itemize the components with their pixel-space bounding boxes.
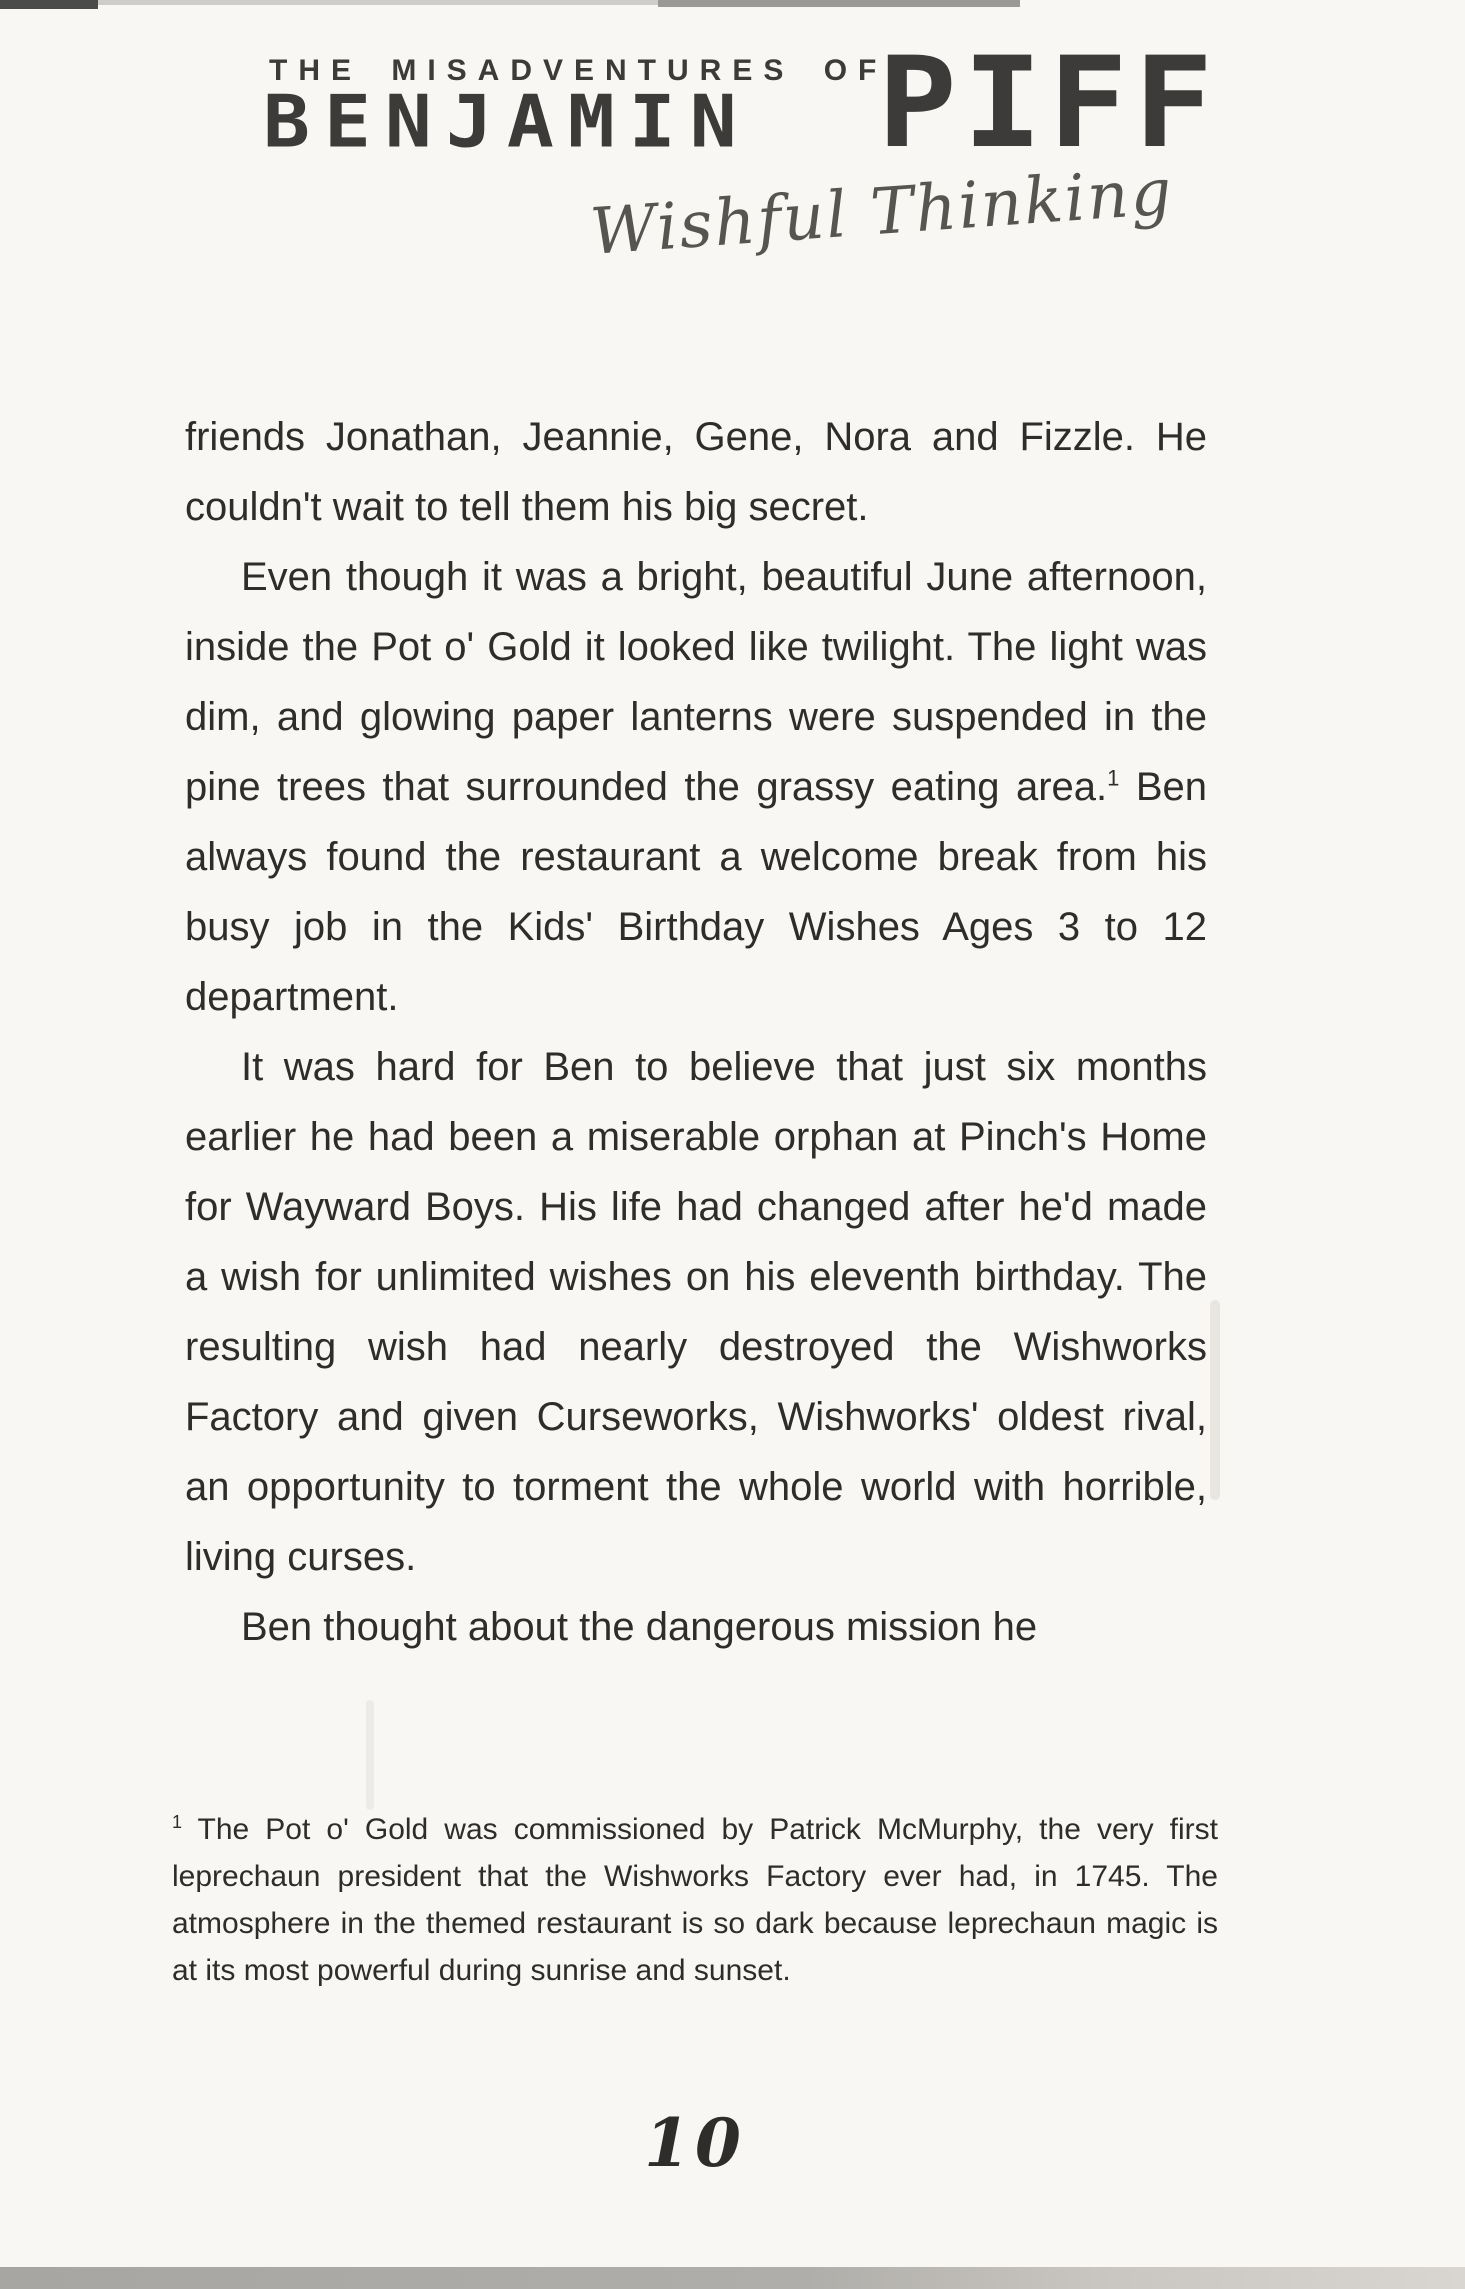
character-first-name: BENJAMIN (263, 81, 751, 164)
scan-artifact-streak-right (1210, 1300, 1220, 1500)
character-last-name: PIFF (877, 30, 1220, 177)
footnote-marker: 1 (172, 1812, 183, 1832)
paragraph-text: It was hard for Ben to believe that just six months earlier he had been a miserable orphan at Pinch's Home for Wayward Boys. His life had changed after he'd made a wish for unlimited wishes on his eleventh birthday. The resulting wish had nearly destroyed the Wishworks Factory and given Curseworks, Wishworks' oldest rival, an opportunity to torment the whole world with horrible, living curses. (185, 1045, 1207, 1579)
paragraph-text: Ben always found the restaurant a welcome break from his busy job in the Kids' Birthday Wishes Ages 3 to 12 department. (185, 765, 1207, 1019)
footnote (172, 1806, 1218, 1994)
paragraph (185, 1592, 1207, 1662)
paragraph-text: Even though it was a bright, beautiful June afternoon, inside the Pot o' Gold it looked like twilight. The light was dim, and glowing paper lanterns were suspended in the pine trees that surrounded the grassy eating area. (185, 555, 1207, 809)
paragraph (185, 542, 1207, 1032)
paragraph (185, 1032, 1207, 1592)
book-title-script: Wishful Thinking (588, 155, 1176, 270)
book-logo (263, 30, 1220, 177)
scan-artifact-bottom-band (0, 2267, 1465, 2289)
scan-artifact-streak-mid (366, 1700, 374, 1810)
paragraph-text: friends Jonathan, Jeannie, Gene, Nora and Fizzle. He couldn't wait to tell them his big secret. (185, 415, 1207, 529)
scan-artifact-top-dark (0, 0, 98, 9)
scan-artifact-top-light (98, 0, 658, 5)
page-number: 10 (644, 2104, 746, 2182)
footnote-text: The Pot o' Gold was commissioned by Patrick McMurphy, the very first leprechaun president that the Wishworks Factory ever had, in 1745. The atmosphere in the themed restaurant is so dark because leprechaun magic is at its most powerful during sunrise and sunset. (172, 1813, 1219, 1987)
footnote-reference: 1 (1107, 765, 1120, 791)
body-paragraphs (185, 402, 1207, 1662)
paragraph-text: Ben thought about the dangerous mission he (241, 1605, 1038, 1649)
series-title: THE MISADVENTURES OF (269, 54, 888, 87)
paragraph (185, 402, 1207, 542)
scan-artifact-top-mid (658, 0, 1020, 7)
